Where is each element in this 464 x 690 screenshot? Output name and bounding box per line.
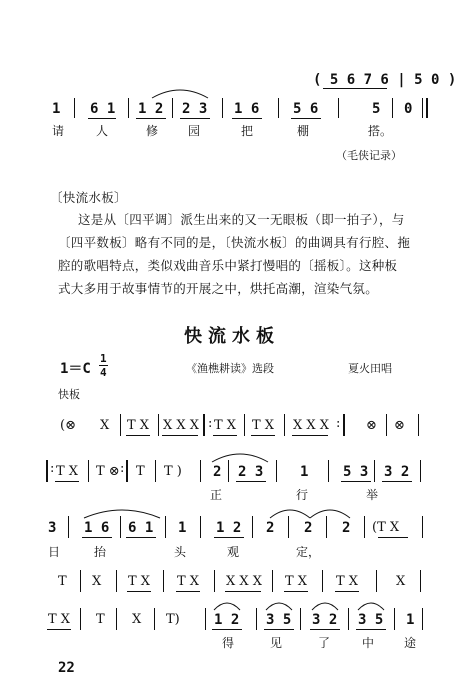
note: 1 <box>406 612 415 628</box>
percussion: T) <box>166 612 180 627</box>
lyric: 中 <box>362 636 375 650</box>
note: 5 6 <box>293 101 319 117</box>
repeat-sign: : <box>336 416 341 431</box>
lyric: 修 <box>146 124 159 138</box>
note: 6 1 <box>128 520 154 536</box>
meter-top: 1 <box>100 352 107 365</box>
percussion: T X <box>214 418 237 433</box>
note: 2 3 <box>182 101 208 117</box>
percussion: T <box>58 574 67 589</box>
page-number: 22 <box>58 660 75 676</box>
lyric: 定， <box>296 545 321 559</box>
note: 1 6 <box>234 101 260 117</box>
repeat-sign: : <box>208 416 213 431</box>
lyric: 了 <box>318 636 331 650</box>
paragraph-line: 式大多用于故事情节的开展之中，烘托高潮，渲染气氛。 <box>58 281 379 296</box>
repeat-sign: : <box>50 461 55 476</box>
score-title: 快流水板 <box>184 326 280 347</box>
percussion: T X <box>285 574 308 589</box>
lyric: 请 <box>52 124 65 138</box>
percussion: X <box>396 574 406 589</box>
note: 1 2 <box>138 101 164 117</box>
note: 3 2 <box>312 612 338 628</box>
note: 2 <box>213 464 222 480</box>
percussion: X X X <box>293 418 330 433</box>
repeat-sign: : <box>120 461 125 476</box>
lyric: 棚 <box>297 124 310 138</box>
lyric: 园 <box>188 124 201 138</box>
lyric: 见 <box>270 636 283 650</box>
percussion: T X <box>336 574 359 589</box>
percussion: T ) <box>164 464 182 479</box>
lyric: 举 <box>366 488 379 502</box>
alt-phrase: ( 5 6 7 6 | 5 0 ) <box>313 72 457 88</box>
percussion: T ⊗ <box>96 464 120 479</box>
lyric: 途 <box>404 636 417 650</box>
percussion: T X <box>252 418 275 433</box>
lyric: 把 <box>241 124 254 138</box>
note: 2 <box>304 520 313 536</box>
note: 1 <box>52 101 61 117</box>
lyric: 正 <box>210 488 223 502</box>
note: 3 2 <box>384 464 410 480</box>
percussion: X X X <box>226 574 263 589</box>
percussion: T X <box>127 418 150 433</box>
section-heading: 〔快流水板〕 <box>50 190 127 205</box>
note: 0 <box>404 101 413 117</box>
percussion: ⊗ <box>394 418 405 433</box>
note: 1 <box>300 464 309 480</box>
meter-bottom: 4 <box>100 366 107 379</box>
lyric: 行 <box>296 488 309 502</box>
lyric: 得 <box>222 636 235 650</box>
percussion: X <box>92 574 102 589</box>
lyric: 头 <box>174 545 187 559</box>
percussion: T X <box>128 574 151 589</box>
paragraph-line: 腔的歌唱特点，类似戏曲音乐中紧打慢唱的〔摇板〕。这种板 <box>58 258 398 273</box>
percussion: ⊗ <box>366 418 377 433</box>
key-signature: 1＝C <box>60 361 91 377</box>
note: 1 <box>178 520 187 536</box>
lyric: 搭。 <box>368 124 393 138</box>
percussion: T X <box>177 574 200 589</box>
percussion: T <box>96 612 105 627</box>
lyric: 观 <box>227 545 240 559</box>
percussion: T X <box>48 612 71 627</box>
percussion: (⊗ <box>60 418 76 433</box>
note: 1 2 <box>216 520 242 536</box>
percussion: X <box>100 418 110 433</box>
note: 3 5 <box>358 612 384 628</box>
note: 2 <box>342 520 351 536</box>
transcriber-credit: （毛侠记录） <box>336 149 402 162</box>
note: 3 5 <box>266 612 292 628</box>
note: 3 <box>48 520 57 536</box>
tempo-marking: 快板 <box>58 388 80 401</box>
percussion: X <box>132 612 142 627</box>
note: 5 3 <box>343 464 369 480</box>
lyric: 日 <box>48 545 61 559</box>
paragraph-line: 这是从〔四平调〕派生出来的又一无眼板（即一拍子），与 <box>78 212 405 227</box>
note: 2 3 <box>238 464 264 480</box>
lyric: 抬 <box>94 545 107 559</box>
singer-credit: 夏火田唱 <box>348 362 392 375</box>
paragraph-line: 〔四平数板〕略有不同的是，〔快流水板〕的曲调具有行腔、拖 <box>58 235 411 250</box>
note: 5 <box>372 101 381 117</box>
percussion: T X <box>56 464 79 479</box>
source: 《渔樵耕读》选段 <box>186 362 274 375</box>
note: 2 <box>266 520 275 536</box>
note: 1 2 <box>214 612 240 628</box>
percussion: (T X <box>372 520 400 535</box>
note: 1 6 <box>84 520 110 536</box>
note: 6 1 <box>90 101 116 117</box>
percussion: X X X <box>163 418 200 433</box>
lyric: 人 <box>96 124 109 138</box>
percussion: T <box>136 464 145 479</box>
